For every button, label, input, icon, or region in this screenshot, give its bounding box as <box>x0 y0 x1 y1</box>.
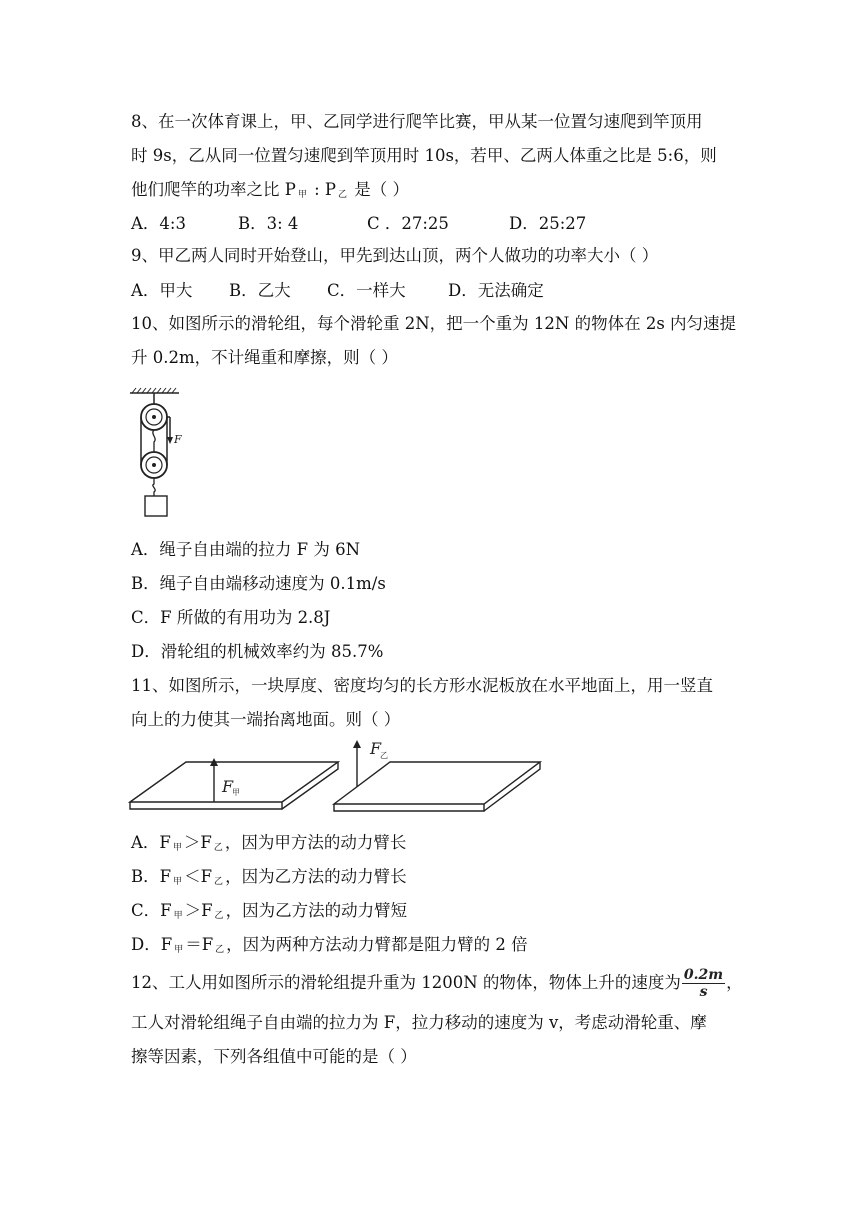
slab-diagram <box>126 738 542 816</box>
q10-line-2: 升 0.2m，不计绳重和摩擦，则（ ） <box>131 348 398 367</box>
q11-option-c <box>131 900 407 927</box>
q11-a-pre: A．F <box>131 833 171 852</box>
q11-d-sub-jia: 甲 <box>174 945 184 955</box>
q8-option-a: A．4:3 <box>131 214 186 233</box>
q11-a-mid: ＞F <box>183 833 212 852</box>
q8-line-2: 时 9s，乙从同一位置匀速爬到竿顶用时 10s，若甲、乙两人体重之比是 5:6，则 <box>131 146 717 165</box>
force-label-f: F <box>174 433 182 446</box>
q11-a-post: ，因为甲方法的动力臂长 <box>224 833 407 852</box>
force-arrow-icon <box>167 437 173 444</box>
movable-pulley <box>141 452 167 478</box>
q11-b-pre: B．F <box>131 867 172 886</box>
q11-option-a <box>131 832 406 859</box>
q11-a-sub-yi: 乙 <box>213 843 223 853</box>
q11-line-1: 11、如图所示，一块厚度、密度均匀的长方形水泥板放在水平地面上，用一竖直 <box>131 676 713 695</box>
q9-option-a: A．甲大 <box>131 281 193 300</box>
q11-c-mid: ＞F <box>184 901 213 920</box>
q11-b-post: ，因为乙方法的动力臂长 <box>225 867 407 886</box>
q11-b-sub-yi: 乙 <box>214 877 224 887</box>
q8-line-1: 8、在一次体育课上，甲、乙同学进行爬竿比赛，甲从某一位置匀速爬到竿顶用 <box>131 112 703 131</box>
fixed-pulley <box>141 404 167 430</box>
q11-b-mid: ＜F <box>184 867 213 886</box>
slab-flat <box>130 762 338 809</box>
q8-sub-jia: 甲 <box>297 190 307 200</box>
q11-a-sub-jia: 甲 <box>172 843 182 853</box>
q9-option-b: B．乙大 <box>229 281 291 300</box>
q12-line-3: 擦等因素，下列各组值中可能的是（ ） <box>131 1047 417 1066</box>
q8-option-c: C ．27:25 <box>367 214 449 233</box>
q8-option-b: B．3: 4 <box>238 214 299 233</box>
q12-line-2: 工人对滑轮组绳子自由端的拉力为 F，拉力移动的速度为 v，考虑动滑轮重、摩 <box>131 1013 707 1032</box>
speed-fraction <box>682 968 725 999</box>
q11-c-sub-yi: 乙 <box>214 911 224 921</box>
q10-line-1: 10、如图所示的滑轮组，每个滑轮重 2N，把一个重为 12N 的物体在 2s 内匀速提 <box>131 314 737 333</box>
q8-line-3a: 他们爬竿的功率之比 P <box>131 180 296 199</box>
q8-line-3b: : P <box>308 180 337 199</box>
q8-sub-yi: 乙 <box>338 190 348 200</box>
q12-line-1b: ， <box>726 973 743 992</box>
q10-option-d: D．滑轮组的机械效率约为 85.7% <box>131 642 384 661</box>
q11-d-post: ，因为两种方法动力臂都是阻力臂的 2 倍 <box>226 935 528 954</box>
q11-c-pre: C．F <box>131 901 172 920</box>
q8-option-d: D．25:27 <box>509 214 587 233</box>
force-jia-label: F <box>222 777 234 796</box>
q8-line-3c: 是（ ） <box>349 180 410 199</box>
q11-d-sub-yi: 乙 <box>215 945 225 955</box>
q11-option-b <box>131 866 407 893</box>
q11-d-mid: ＝F <box>185 935 214 954</box>
q12-line-1 <box>131 968 743 999</box>
weight-block <box>145 496 167 516</box>
force-jia-sub: 甲 <box>232 788 240 797</box>
q11-d-pre: D．F <box>131 935 173 954</box>
q11-c-sub-jia: 甲 <box>173 911 183 921</box>
q10-option-a: A．绳子自由端的拉力 F 为 6N <box>131 540 361 559</box>
q11-c-post: ，因为乙方法的动力臂短 <box>225 901 408 920</box>
q11-b-sub-jia: 甲 <box>173 877 183 887</box>
fraction-numerator: 0.2m <box>683 967 724 983</box>
force-yi-sub: 乙 <box>380 751 388 760</box>
force-yi-arrow-icon <box>353 740 361 748</box>
pulley-diagram <box>124 386 194 520</box>
slab-lifted <box>334 762 540 811</box>
q10-option-c: C．F 所做的有用功为 2.8J <box>131 608 331 627</box>
force-yi-label: F <box>370 739 382 758</box>
q9-option-c: C．一样大 <box>327 281 406 300</box>
q12-line-1a: 12、工人用如图所示的滑轮组提升重为 1200N 的物体，物体上升的速度为 <box>131 973 681 992</box>
q10-option-b: B．绳子自由端移动速度为 0.1m/s <box>131 574 386 593</box>
q9-line-1: 9、甲乙两人同时开始登山，甲先到达山顶，两个人做功的功率大小（ ） <box>131 246 659 265</box>
fraction-denominator: s <box>699 984 708 1000</box>
q8-line-3 <box>131 179 409 206</box>
q9-option-d: D．无法确定 <box>448 281 544 300</box>
q11-line-2: 向上的力使其一端抬离地面。则（ ） <box>131 710 401 729</box>
q11-option-d <box>131 934 528 961</box>
